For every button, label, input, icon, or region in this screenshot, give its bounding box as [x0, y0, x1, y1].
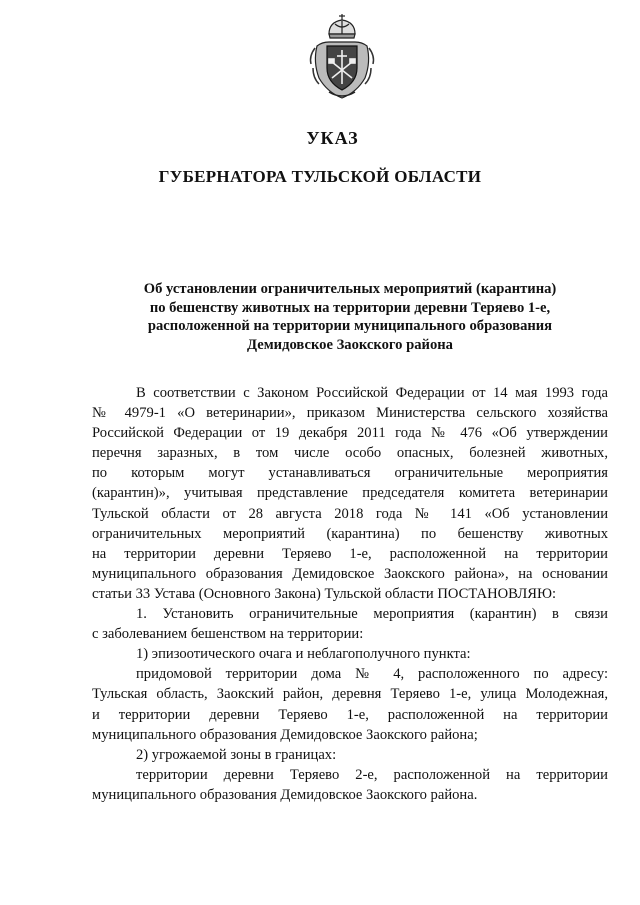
tula-coat-of-arms-icon	[307, 12, 377, 100]
body-line: Российской Федерации от 19 декабря 2011 года № 476 «Об утверждении	[92, 425, 608, 442]
body-line: статьи 33 Устава (Основного Закона) Тульской области ПОСТАНОВЛЯЮ:	[92, 585, 557, 602]
body-line: и территории деревни Теряево 1-е, расположенной на территории	[92, 706, 608, 723]
subject-line: по бешенству животных на территории деревни Теряево 1-е,	[149, 299, 551, 316]
body-line: 1. Установить ограничительные мероприятия (карантин) в связи	[136, 606, 608, 623]
body-line: (карантин)», учитывая представление председателя комитета ветеринарии	[92, 485, 608, 502]
body-line: перечня заразных, в том числе особо опасных, болезней животных,	[92, 445, 608, 462]
body-line: по которым могут устанавливаться ограничительные мероприятия	[92, 465, 608, 482]
body-line: на территории деревни Теряево 1-е, расположенной на территории	[92, 545, 608, 562]
document-subject	[92, 280, 608, 354]
body-line: муниципального образования Демидовское Заокского района», на основании	[92, 565, 608, 582]
issuer-title: ГУБЕРНАТОРА ТУЛЬСКОЙ ОБЛАСТИ	[158, 167, 482, 186]
body-line: В соответствии с Законом Российской Федерации от 14 мая 1993 года	[136, 385, 608, 401]
body-line: территории деревни Теряево 2-е, расположенной на территории	[136, 766, 608, 783]
body-line: с заболеванием бешенством на территории:	[92, 626, 364, 643]
subject-line: Об установлении ограничительных мероприятий (карантина)	[143, 281, 557, 297]
subject-line: Демидовское Заокского района	[247, 336, 453, 353]
body-line: Тульской области от 28 августа 2018 года № 141 «Об установлении	[92, 505, 608, 522]
body-line: придомовой территории дома № 4, расположенного по адресу:	[136, 666, 608, 683]
body-line: Тульская область, Заокский район, деревня Теряево 1-е, улица Молодежная,	[92, 686, 608, 703]
subject-line: расположенной на территории муниципального образования	[147, 318, 553, 334]
body-line: муниципального образования Демидовское Заокского района.	[92, 786, 478, 803]
body-line: 1) эпизоотического очага и неблагополучного пункта:	[136, 646, 471, 663]
body-line: 2) угрожаемой зоны в границах:	[136, 746, 337, 763]
body-line: № 4979-1 «О ветеринарии», приказом Министерства сельского хозяйства	[92, 405, 608, 422]
document-type-title: УКАЗ	[306, 128, 359, 148]
body-line: муниципального образования Демидовское Заокского района;	[92, 726, 478, 743]
body-line: ограничительных мероприятий (карантина) по бешенству животных	[92, 525, 608, 542]
document-body	[92, 383, 608, 805]
